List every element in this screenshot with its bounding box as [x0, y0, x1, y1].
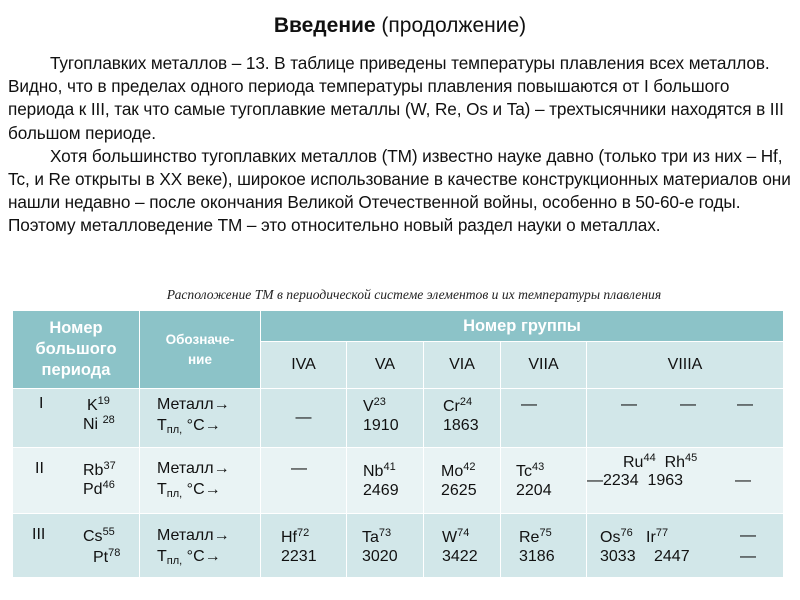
melting-temperature: 2469: [363, 482, 399, 499]
cell-viiia-dash: —: [621, 396, 637, 413]
paragraph-2: Хотя большинство тугоплавких металлов (ТМ) известно науке давно (только три из них – Hf, Tc, и Re открыты в XX веке), широкое использование в качестве конструкционных материалов они нашли недавно – после окончания Великой Отечественной войны, особенно в 50-60-е годы. Поэтому металловедение ТМ – это относительно новый раздел науки о металлах.: [8, 145, 791, 236]
paragraph-1: Тугоплавких металлов – 13. В таблице приведены температуры плавления всех металлов. Видно, что в пределах одного периода температуры плавления повышаются от I большого периода к III, так что самые тугоплавкие металлы (W, Re, Os и Ta) – трехтысячники находятся в III большом периоде.: [8, 53, 784, 143]
group-viia: VIIA: [501, 342, 587, 389]
element-last: Ni $^{28}$: [83, 414, 115, 433]
melting-temperature: 3422: [442, 548, 478, 565]
cell-viiia-dash: —: [737, 396, 753, 413]
element-symbol: Os$^{76}$ Ir$^{77}$: [600, 527, 669, 546]
table-caption: Расположение ТМ в периодической системе элементов и их температуры плавления: [166, 287, 662, 302]
melting-temperature: 1863: [443, 417, 479, 434]
element-symbol: Hf$^{72}$: [281, 527, 310, 546]
element-first: $K^{19}$: [87, 395, 110, 414]
cell-viiia-dash: —: [740, 527, 756, 544]
element-last: Pd$^{46}$: [83, 479, 115, 498]
label-metal: Металл→: [157, 527, 230, 544]
melting-temperature: 2447: [654, 548, 690, 565]
header-period: Номер большого периода: [13, 311, 140, 389]
table-row: [13, 514, 784, 578]
cell-viiia-dash: —: [740, 548, 756, 565]
period-number: III: [32, 526, 46, 543]
melting-temperature: —2234 1963: [587, 472, 684, 489]
element-symbol: Tc$^{43}$: [516, 461, 545, 480]
melting-temperature: 3186: [519, 548, 555, 565]
page-title: Введение (продолжение): [273, 14, 527, 37]
melting-temperature: 2625: [441, 482, 477, 499]
table-row: [13, 448, 784, 514]
element-symbol: Mo$^{42}$: [441, 461, 476, 480]
label-melting-temp: $Т_{пл,}$ °С→: [157, 548, 221, 567]
body-text: [8, 52, 792, 238]
cell-viiia-dash: —: [735, 472, 751, 489]
element-symbol: Ta$^{73}$: [362, 527, 392, 546]
element-symbol: Nb$^{41}$: [363, 461, 396, 480]
element-symbol: Re$^{75}$: [519, 527, 552, 546]
melting-temperature: 2204: [516, 482, 552, 499]
melting-temperature: 3033: [600, 548, 636, 565]
label-melting-temp: $Т_{пл,}$ °С→: [157, 481, 221, 500]
element-first: Rb$^{37}$: [83, 460, 116, 479]
table-row: [13, 389, 784, 448]
melting-temperature: 3020: [362, 548, 398, 565]
melting-temperature: 1910: [363, 417, 399, 434]
header-symbol: Обозначе-ние: [140, 311, 261, 389]
cell-viia: —: [521, 396, 537, 413]
element-first: Cs$^{55}$: [83, 526, 115, 545]
label-metal: Металл→: [157, 460, 230, 477]
cell-iva: —: [291, 460, 307, 477]
header-group: Номер группы: [261, 311, 784, 342]
periodic-table-excerpt: [12, 310, 784, 578]
element-symbol: Cr$^{24}$: [443, 396, 473, 415]
label-metal: Металл→: [157, 396, 230, 413]
element-symbol: $W^{74}$: [442, 527, 470, 546]
cell-iva: —: [261, 389, 347, 448]
element-last: Pt$^{78}$: [93, 547, 121, 566]
cell-viiia-dash: —: [680, 396, 696, 413]
group-viiia: VIIIA: [587, 342, 784, 389]
group-va: VA: [347, 342, 424, 389]
period-number: I: [39, 395, 44, 412]
group-iva: IVA: [261, 342, 347, 389]
period-number: II: [35, 460, 44, 477]
element-symbol: Ru$^{44}$ Rh$^{45}$: [623, 452, 698, 471]
element-symbol: $V^{23}$: [363, 396, 386, 415]
label-melting-temp: $Т_{пл,}$ °С→: [157, 417, 221, 436]
melting-temperature: 2231: [281, 548, 317, 565]
group-via: VIA: [424, 342, 501, 389]
